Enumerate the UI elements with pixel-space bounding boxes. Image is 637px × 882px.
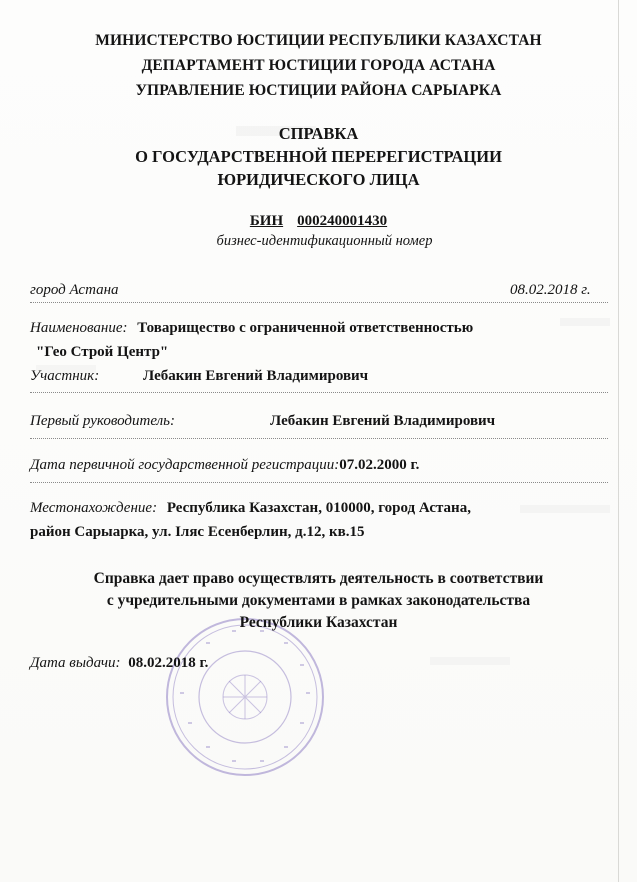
rights-notice-line3: Республики Казахстан (239, 614, 398, 631)
show-through-text (430, 657, 510, 665)
dotted-divider (30, 392, 608, 393)
bin-line (0, 212, 637, 230)
first-registration-value: 07.02.2000 г. (339, 457, 420, 473)
document-subtitle-line2: ЮРИДИЧЕСКОГО ЛИЦА (217, 170, 420, 189)
show-through-text (560, 318, 610, 326)
location-row (30, 500, 471, 517)
director-value: Лебакин Евгений Владимирович (270, 413, 496, 429)
name-value: Товарищество с ограниченной ответственностью (137, 320, 474, 336)
rights-notice-line2: с учредительными документами в рамках законодательства (106, 592, 531, 609)
dotted-divider (30, 482, 608, 483)
name-row (30, 320, 473, 337)
participant-label: Участник: (30, 368, 100, 384)
header-date: 08.02.2018 г. (510, 282, 591, 298)
issue-date-row (30, 655, 208, 672)
department-heading: ДЕПАРТАМЕНТ ЮСТИЦИИ ГОРОДА АСТАНА (141, 57, 496, 74)
document-subtitle-line1: О ГОСУДАРСТВЕННОЙ ПЕРЕРЕГИСТРАЦИИ (135, 147, 502, 166)
issue-date-label: Дата выдачи: (30, 655, 121, 671)
name-label: Наименование: (30, 320, 128, 336)
bin-value: 000240001430 (297, 213, 388, 229)
bin-label: БИН (249, 213, 284, 229)
location-value: Республика Казахстан, 010000, город Астана, (166, 500, 471, 516)
directorate-heading: УПРАВЛЕНИЕ ЮСТИЦИИ РАЙОНА САРЫАРКА (135, 82, 502, 99)
show-through-text (520, 505, 610, 513)
director-label: Первый руководитель: (30, 413, 175, 429)
official-seal-stamp (160, 612, 330, 782)
location-value-line2: район Сарыарка, ул. Іляс Есенберлин, д.12, кв.15 (30, 524, 365, 540)
first-registration-row (30, 457, 419, 474)
dotted-divider (30, 302, 608, 303)
participant-value: Лебакин Евгений Владимирович (143, 368, 369, 384)
location-label: Местонахождение: (30, 500, 158, 516)
issue-date-value: 08.02.2018 г. (128, 655, 209, 671)
dotted-divider (30, 438, 608, 439)
ministry-heading: МИНИСТЕРСТВО ЮСТИЦИИ РЕСПУБЛИКИ КАЗАХСТАН (95, 32, 542, 49)
bin-caption: бизнес-идентификационный номер (216, 233, 433, 249)
rights-notice-line1: Справка дает право осуществлять деятельность в соответствии (93, 570, 544, 587)
issue-city: город Астана (30, 282, 119, 298)
first-registration-label: Дата первичной государственной регистрации: (30, 457, 340, 473)
document-title: СПРАВКА (278, 124, 359, 143)
name-value-line2: "Гео Строй Центр" (36, 344, 169, 360)
